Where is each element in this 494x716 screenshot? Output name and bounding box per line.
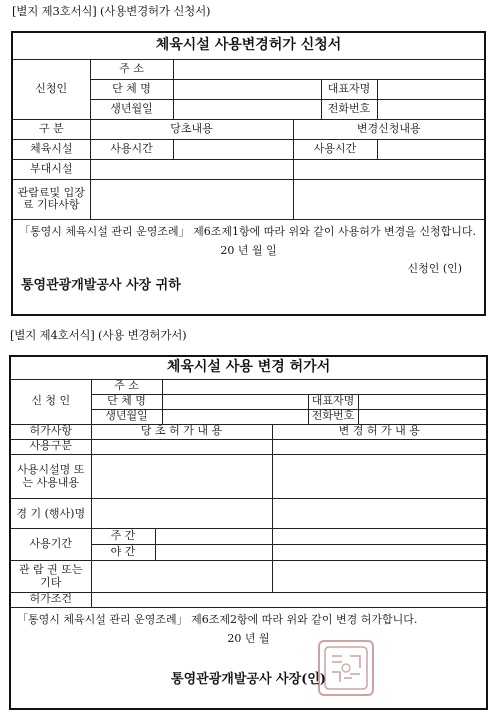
permit-address-field[interactable] xyxy=(162,379,486,394)
usage-time-label: 사용시간 xyxy=(90,139,173,159)
original-event-name-field[interactable] xyxy=(91,498,272,528)
category-header: 구 분 xyxy=(13,119,90,139)
change-additional-facility-field[interactable] xyxy=(293,159,484,179)
permit-phone-label: 전화번호 xyxy=(308,409,358,424)
address-field[interactable] xyxy=(173,59,484,79)
form2-title: 체육시설 사용 변경 허가서 xyxy=(11,357,486,379)
original-header: 당초내용 xyxy=(90,119,293,139)
event-name-label: 경 기 (행사)명 xyxy=(11,498,91,528)
day-label: 주 간 xyxy=(91,528,155,544)
seal-pattern-icon xyxy=(322,644,370,692)
form1-container xyxy=(11,31,486,316)
permit-address-label: 주 소 xyxy=(91,379,162,394)
facility-name-label: 사용시설명 또는 사용내용 xyxy=(11,454,91,498)
period-label: 사용기간 xyxy=(11,528,91,560)
applicant-signature: 신청인 (인) xyxy=(407,261,463,275)
representative-field[interactable] xyxy=(377,79,484,99)
permit-birthdate-field[interactable] xyxy=(162,409,308,424)
permit-phone-field[interactable] xyxy=(358,409,486,424)
permit-items-header: 허가사항 xyxy=(11,424,91,439)
original-day-field[interactable] xyxy=(155,528,272,544)
form2-container xyxy=(9,355,488,710)
permit-org-name-label: 단 체 명 xyxy=(91,394,162,409)
representative-label: 대표자명 xyxy=(321,79,377,99)
changed-permit-header: 변 경 허 가 내 용 xyxy=(272,424,486,439)
form1-date-line: 20 년 월 일 xyxy=(220,243,277,257)
form2-table xyxy=(11,357,486,687)
original-permit-header: 당 초 허 가 내 용 xyxy=(91,424,272,439)
change-request-header: 변경신청내용 xyxy=(293,119,484,139)
permit-representative-field[interactable] xyxy=(358,394,486,409)
phone-field[interactable] xyxy=(377,99,484,119)
changed-tickets-field[interactable] xyxy=(272,560,486,592)
permit-applicant-label: 신 청 인 xyxy=(11,379,91,424)
form2-issuer: 통영관광개발공사 사장(인) xyxy=(171,671,327,687)
additional-facility-label: 부대시설 xyxy=(13,159,90,179)
applicant-label: 신청인 xyxy=(13,59,90,119)
form1-table xyxy=(13,33,484,293)
form1-header: [별지 제3호서식] (사용변경허가 신청서) xyxy=(12,4,211,18)
org-name-field[interactable] xyxy=(173,79,321,99)
phone-label: 전화번호 xyxy=(321,99,377,119)
usage-type-label: 사용구분 xyxy=(11,439,91,454)
original-facility-name-field[interactable] xyxy=(91,454,272,498)
official-seal-icon xyxy=(318,640,374,696)
change-usage-time-label: 사용시간 xyxy=(293,139,377,159)
original-tickets-field[interactable] xyxy=(91,560,272,592)
form1-title: 체육시설 사용변경허가 신청서 xyxy=(13,33,484,59)
changed-usage-type-field[interactable] xyxy=(272,439,486,454)
changed-event-name-field[interactable] xyxy=(272,498,486,528)
original-usage-time-field[interactable] xyxy=(173,139,293,159)
original-additional-facility-field[interactable] xyxy=(90,159,293,179)
changed-day-field[interactable] xyxy=(272,528,486,544)
original-fees-field[interactable] xyxy=(90,179,293,219)
birthdate-field[interactable] xyxy=(173,99,321,119)
permit-org-name-field[interactable] xyxy=(162,394,308,409)
form2-header: [별지 제4호서식] (사용 변경허가서) xyxy=(10,328,187,342)
birthdate-label: 생년월일 xyxy=(90,99,173,119)
changed-facility-name-field[interactable] xyxy=(272,454,486,498)
form1-addressee: 통영관광개발공사 사장 귀하 xyxy=(21,277,181,293)
permit-representative-label: 대표자명 xyxy=(308,394,358,409)
org-name-label: 단 체 명 xyxy=(90,79,173,99)
conditions-field[interactable] xyxy=(91,592,486,607)
change-usage-time-field[interactable] xyxy=(377,139,484,159)
original-night-field[interactable] xyxy=(155,544,272,560)
tickets-label: 관 람 권 또는 기타 xyxy=(11,560,91,592)
facility-label: 체육시설 xyxy=(13,139,90,159)
permit-birthdate-label: 생년월일 xyxy=(91,409,162,424)
form2-note: 「통영시 체육시설 관리 운영조례」 제6조제2항에 따라 위와 같이 변경 허가합니다. xyxy=(17,612,418,626)
changed-night-field[interactable] xyxy=(272,544,486,560)
original-usage-type-field[interactable] xyxy=(91,439,272,454)
address-label: 주 소 xyxy=(90,59,173,79)
change-fees-field[interactable] xyxy=(293,179,484,219)
conditions-label: 허가조건 xyxy=(11,592,91,607)
form2-date-line: 20 년 월 xyxy=(227,631,270,645)
fees-label: 관람료및 입장료 기타사항 xyxy=(13,179,90,219)
night-label: 야 간 xyxy=(91,544,155,560)
form1-note: 「통영시 체육시설 관리 운영조례」 제6조제1항에 따라 위와 같이 사용허가 변경을 신청합니다. xyxy=(19,224,476,238)
